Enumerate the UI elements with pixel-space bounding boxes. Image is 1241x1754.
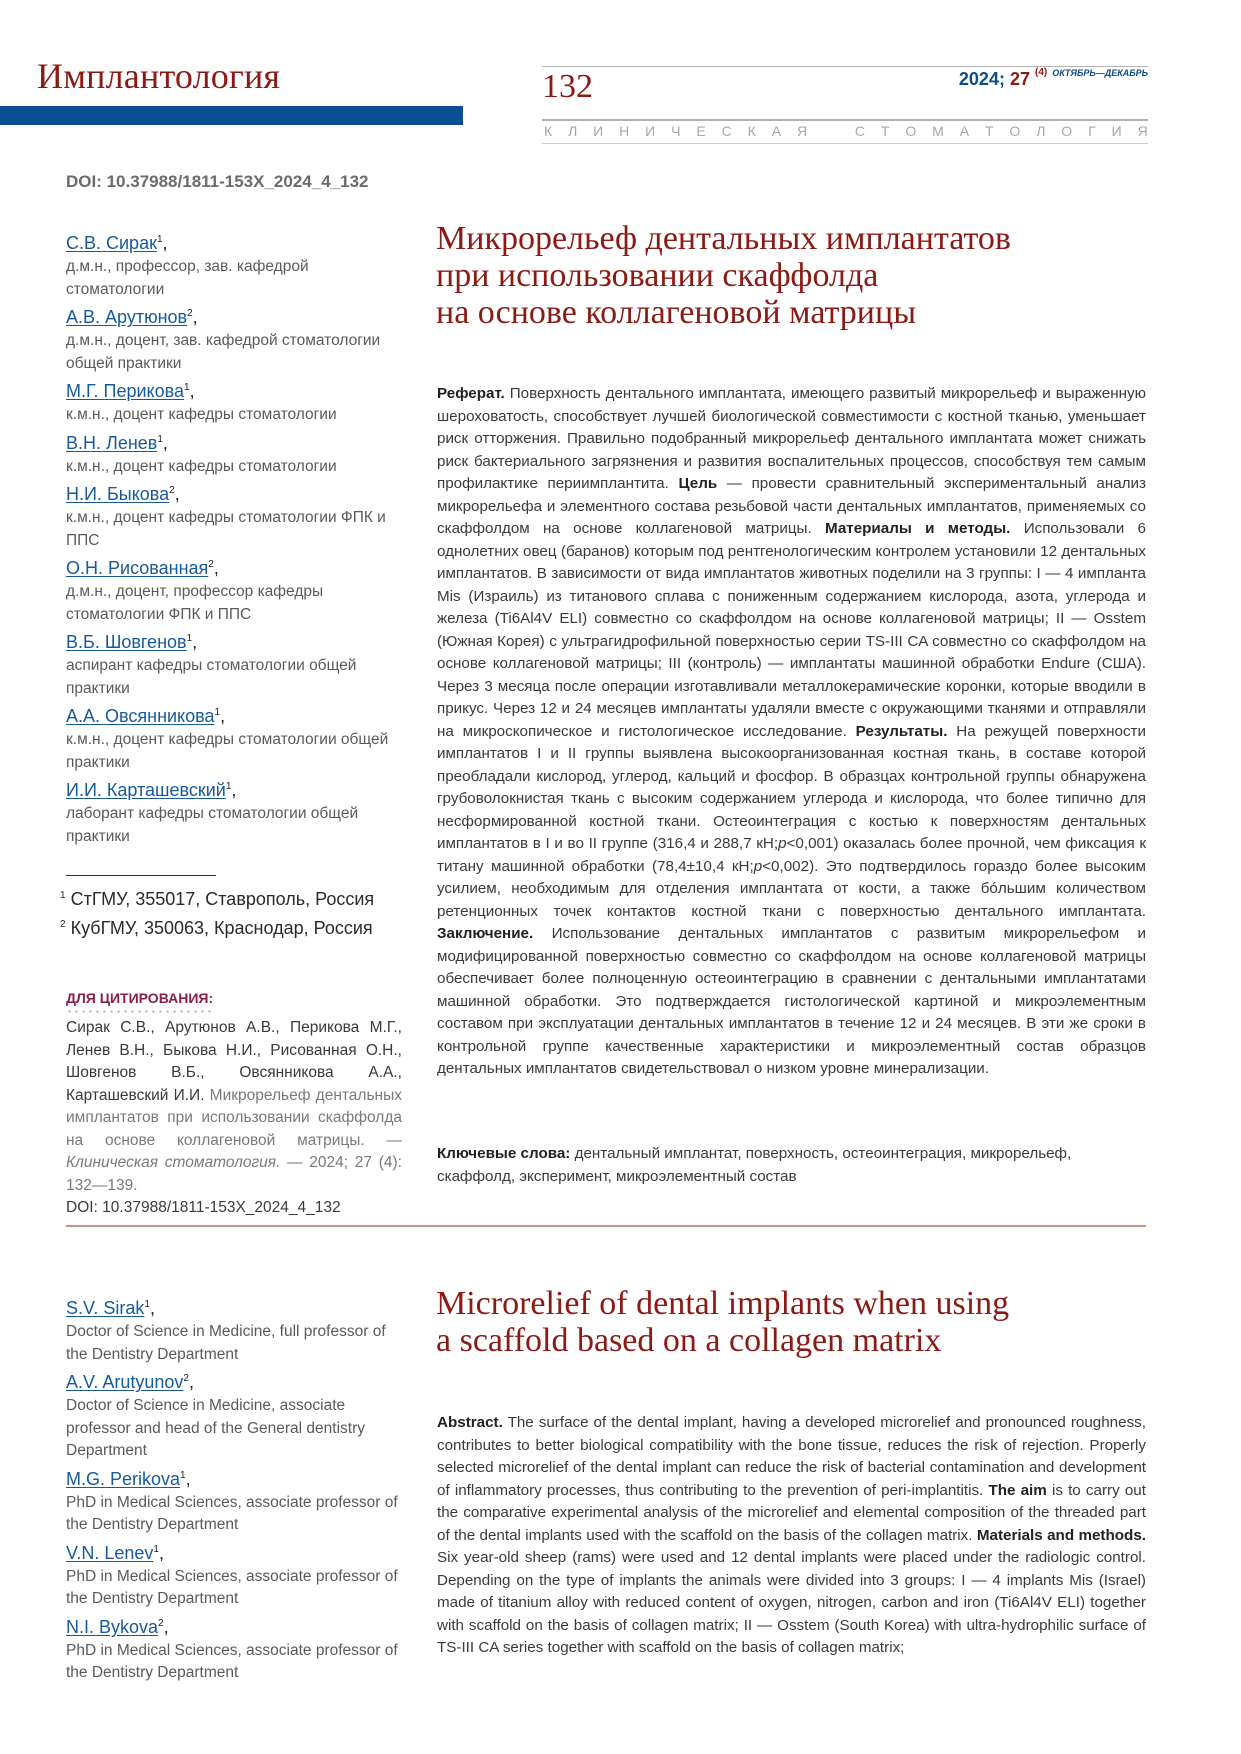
section-color-bar — [0, 106, 463, 125]
journal-rule-top — [542, 119, 1148, 121]
article-title-ru: Микрорельеф дентальных имплантатов при использовании скаффолда на основе коллагеновой матрицы — [436, 220, 1011, 331]
affiliation-rule — [66, 875, 216, 876]
author-affiliation-mark: 2 — [169, 485, 175, 496]
journal-letter: И — [645, 123, 656, 139]
author-title: к.м.н., доцент кафедры стоматологии ФПК и ППС — [66, 509, 386, 549]
journal-letter: Л — [1036, 123, 1046, 139]
author-link[interactable]: A.V. Arutyunov — [66, 1372, 184, 1392]
author-name: А.В. Арутюнов$^2$, — [66, 307, 198, 327]
author-title: Doctor of Science in Medicine, associate professor and head of the General dentistry Department — [66, 1397, 365, 1459]
journal-letter: М — [932, 123, 944, 139]
citation-title: Микрорельеф дентальных имплантатов при использовании скаффолда на основе коллагеновой матрицы. — — [66, 1086, 402, 1149]
section-title: Имплантология — [37, 56, 281, 96]
author-list-en — [66, 1292, 406, 1685]
author-name: V.N. Lenev$^1$, — [66, 1542, 164, 1563]
journal-letter: И — [593, 123, 604, 139]
affiliations — [60, 883, 374, 941]
author-title: аспирант кафедры стоматологии общей практики — [66, 657, 357, 697]
author-affiliation-mark: 2 — [183, 1373, 189, 1384]
citation-journal: Клиническая стоматология. — [66, 1154, 281, 1171]
journal-rule-bottom — [542, 143, 1148, 144]
author-affiliation-mark: 2 — [158, 1617, 164, 1629]
journal-letter: К — [747, 123, 756, 139]
author-link[interactable]: И.И. Карташевский — [66, 780, 226, 800]
author-link[interactable]: С.В. Сирак — [66, 233, 157, 253]
author-title: PhD in Medical Sciences, associate professor of the Dentistry Department — [66, 1567, 398, 1607]
citation-text — [66, 1017, 402, 1220]
author-title: Doctor of Science in Medicine, full professor of the Dentistry Department — [66, 1323, 386, 1363]
page-number: 132 — [542, 68, 593, 105]
journal-letter: О — [1009, 123, 1021, 139]
author-name: В.Н. Ленев$^1$, — [66, 432, 168, 453]
journal-letter: К — [544, 123, 553, 139]
journal-letter: Л — [568, 123, 578, 139]
issue-year: 2024; — [958, 69, 1005, 89]
author-title: к.м.н., доцент кафедры стоматологии общей практики — [66, 731, 389, 771]
author-name: О.Н. Рисованная$^2$, — [66, 558, 219, 578]
author-affiliation-mark: 1 — [144, 1299, 150, 1310]
author-title: д.м.н., доцент, зав. кафедрой стоматологии общей практики — [66, 332, 381, 372]
author-name: С.В. Сирак$^1$, — [66, 233, 168, 253]
author-name: N.I. Bykova$^2$, — [66, 1616, 169, 1637]
author-affiliation-mark: 1 — [214, 707, 221, 718]
author-link[interactable]: V.N. Lenev — [66, 1542, 154, 1563]
journal-letter: О — [1061, 123, 1073, 139]
author-name: И.И. Карташевский$^1$, — [66, 780, 237, 800]
journal-letter: А — [771, 123, 782, 139]
author-affiliation-mark: 1 — [180, 1469, 186, 1481]
author-affiliation-mark: 1 — [156, 234, 163, 245]
author-link[interactable]: А.А. Овсянникова — [66, 706, 215, 726]
doi[interactable]: DOI: 10.37988/1811-153X_2024_4_132 — [66, 172, 369, 191]
author-title: PhD in Medical Sciences, associate professor of the Dentistry Department — [66, 1641, 398, 1681]
journal-name — [544, 123, 1148, 141]
author-affiliation-mark: 1 — [184, 382, 190, 393]
author-name: A.V. Arutyunov$^2$, — [66, 1372, 194, 1392]
author-link[interactable]: А.В. Арутюнов — [66, 307, 188, 327]
abstract-ru: Реферат. Поверхность дентального имплантата, имеющего развитый микрорельеф и выраженную шероховатость, способствует лучшей биологической совместимости с костной тканью, уменьшает риск отторжения. Правильно подобранный микрорельеф дентального имплантата может снижать риск бактериального загрязнения и развития воспалительных процессов, способствуя тем самым профилактике периимплантита. Цель — провести сравнительный экспериментальный анализ микрорельефа и элементного состава резьбовой части дентальных имплантатов, применяемых со скаффолдом на основе коллагеновой матрицы. Материалы и методы. Использовали 6 однолетних овец (баранов) которым под рентгенологическим контролем установили 12 дентальных имплантатов. В зависимости от вида имплантатов животных поделили на 3 группы: I — 4 импланта Mis (Израиль) из титанового сплава с пониженным содержанием кислорода, азота, углерода и железа (Ti6Al4V ELI) совместно со скаффолдом на основе коллагеновой матрицы; II — Osstem (Южная Корея) с ультрагидрофильной поверхностью серии TS-III CA совместно со скаффолдом на основе коллагеновой матрицы; III (контроль) — имплантаты машинной обработки Endure (США). Через 3 месяца после операции изготавливали металлокерамические коронки, которые вводили в прикус. Через 12 и 24 месяцев имплантаты удаляли вместе с окружающими тканями и отправляли на микроскопическое и гистологическое исследование. Результаты. На режущей поверхности имплантатов I и II группы выявлена высокоорганизованная костная ткань, в составе которой преобладали кислород, углерод, кальций и фосфор. В образцах контрольной группы обнаружена грубоволокнистая ткань с высоким содержанием углерода и кислорода, что более типично для несформированной костной ткани. Остеоинтеграция с костью к поверхностям дентальных имплантатов в I и во II группе (316,4 и 288,7 кН;p<0,001) оказалась более прочной, чем фиксация к титану машинной обработки (78,4±10,4 кН;p<0,002). Это подтвердилось гораздо более высоким усилием, необходимым для отделения имплантата от кости, а также бóльшим количеством ретенционных точек контактов костной ткани с поверхностью дентального имплантата. Заключение. Использование дентальных имплантатов с развитым микрорельефом и модифицированной поверхностью совместно со скаффолдом на основе коллагеновой матрицы обеспечивает более полноценную остеоинтеграцию в сравнении с дентальными имплантатами машинной обработки. Это подтверждается гистологической картиной и микроэлементным составом при эксплуатации дентальных имплантатов в течение 12 и 24 месяцев. В эти же сроки в контрольной группе качественные характеристики и микроэлементный состав образцов дентальных имплантатов свидетельствовал о низком уровне минерализации. — [437, 385, 1146, 1077]
author-title: лаборант кафедры стоматологии общей практики — [66, 805, 359, 845]
citation-details: — 2024; 27 (4): 132—139. — [66, 1154, 402, 1194]
author-name: В.Б. Шовгенов$^1$, — [66, 632, 198, 652]
citation-authors: Сирак С.В., Арутюнов А.В., Перикова М.Г., Ленев В.Н., Быкова Н.И., Рисованная О.Н., Шовгенов В.Б., Овсянникова А.А., Карташевский И.И. — [66, 1019, 402, 1104]
author-affiliation-mark: 2 — [187, 308, 193, 319]
journal-letter: О — [905, 123, 917, 139]
issue-volume: 27 — [1009, 69, 1030, 89]
author-link[interactable]: М.Г. Перикова — [66, 381, 185, 401]
author-affiliation-mark: 1 — [225, 781, 232, 792]
author-link[interactable]: M.G. Perikova — [66, 1468, 181, 1489]
abstract-en: Abstract. The surface of the dental implant, having a developed microrelief and pronounced roughness, contributes to better biological compatibility with the bone tissue, reduces the risk of rejection. Properly selected microrelief of the dental implant can reduce the risk of bacterial contamination and development of inflammatory processes, thus contributing to the prevention of peri-implantitis. The aim is to carry out the comparative experimental analysis of the microrelief and elemental composition of the threaded part of the dental implants used with the scaffold on the basis of the collagen matrix. Materials and methods. Six year-old sheep (rams) were used and 12 dental implants were placed under the radiologic control. Depending on the type of implants the animals were divided into 3 groups: I — 4 implants Mis (Israel) made of titanium alloy with reduced content of oxygen, nitrogen, carbon and iron (Ti6Al4V ELI) together with scaffold on the basis of collagen matrix; II — Osstem (South Korea) with ultra-hydrophilic surface of TS-III CA series together with scaffold on the basis of collagen matrix; — [437, 1414, 1146, 1656]
journal-letter: С — [854, 123, 865, 139]
author-link[interactable]: В.Б. Шовгенов — [66, 632, 187, 652]
author-name: А.А. Овсянникова$^1$, — [66, 706, 226, 726]
author-title: д.м.н., профессор, зав. кафедрой стоматологии — [66, 258, 309, 298]
language-divider — [66, 1225, 1146, 1227]
journal-letter: Е — [696, 123, 706, 139]
issue-months: ОКТЯБРЬ—ДЕКАБРЬ — [1052, 68, 1148, 78]
keywords-ru: Ключевые слова: дентальный имплантат, поверхность, остеоинтеграция, микрорельеф, скаффолд, эксперимент, микроэлементный состав — [437, 1145, 1072, 1185]
author-title: к.м.н., доцент кафедры стоматологии — [66, 457, 337, 475]
journal-letter: Я — [1137, 123, 1148, 139]
author-title: д.м.н., доцент, профессор кафедры стоматологии ФПК и ППС — [66, 583, 324, 623]
author-name: Н.И. Быкова$^2$, — [66, 484, 180, 504]
author-link[interactable]: Н.И. Быкова — [66, 484, 170, 504]
journal-letter: И — [1111, 123, 1122, 139]
journal-letter: Н — [619, 123, 630, 139]
author-link[interactable]: N.I. Bykova — [66, 1616, 159, 1637]
journal-letter: А — [959, 123, 970, 139]
header-rule — [542, 66, 1148, 67]
journal-letter: Т — [984, 123, 994, 139]
author-link[interactable]: В.Н. Ленев — [66, 432, 158, 453]
author-affiliation-mark: 1 — [186, 633, 193, 644]
article-title-en: Microrelief of dental implants when using a scaffold based on a collagen matrix — [436, 1285, 1010, 1359]
author-name: М.Г. Перикова$^1$, — [66, 381, 195, 401]
author-name: M.G. Perikova$^1$, — [66, 1468, 191, 1489]
issue-number: (4) — [1035, 67, 1048, 78]
citation-doi[interactable]: DOI: 10.37988/1811-153X_2024_4_132 — [66, 1199, 341, 1216]
affiliation-2: $^2$ КубГМУ, 350063, Краснодар, Россия — [60, 918, 373, 938]
issue-info — [958, 67, 1148, 89]
journal-letter: Г — [1088, 123, 1096, 139]
author-title: PhD in Medical Sciences, associate professor of the Dentistry Department — [66, 1493, 398, 1533]
author-affiliation-mark: 2 — [208, 559, 214, 570]
author-title: к.м.н., доцент кафедры стоматологии — [66, 406, 337, 423]
journal-letter: Т — [880, 123, 890, 139]
author-name: S.V. Sirak$^1$, — [66, 1298, 155, 1318]
author-link[interactable]: S.V. Sirak — [66, 1298, 145, 1318]
author-link[interactable]: О.Н. Рисованная — [66, 558, 209, 578]
journal-letter: С — [721, 123, 732, 139]
citation-dots-divider — [66, 1010, 212, 1013]
journal-letter: Ч — [671, 123, 681, 139]
journal-letter: Я — [796, 123, 808, 139]
author-affiliation-mark: 1 — [157, 433, 163, 445]
author-list-ru — [66, 227, 406, 848]
author-affiliation-mark: 1 — [153, 1543, 159, 1555]
affiliation-1: $^1$ СтГМУ, 355017, Ставрополь, Россия — [60, 889, 375, 909]
citation-heading: ДЛЯ ЦИТИРОВАНИЯ: — [66, 990, 214, 1006]
